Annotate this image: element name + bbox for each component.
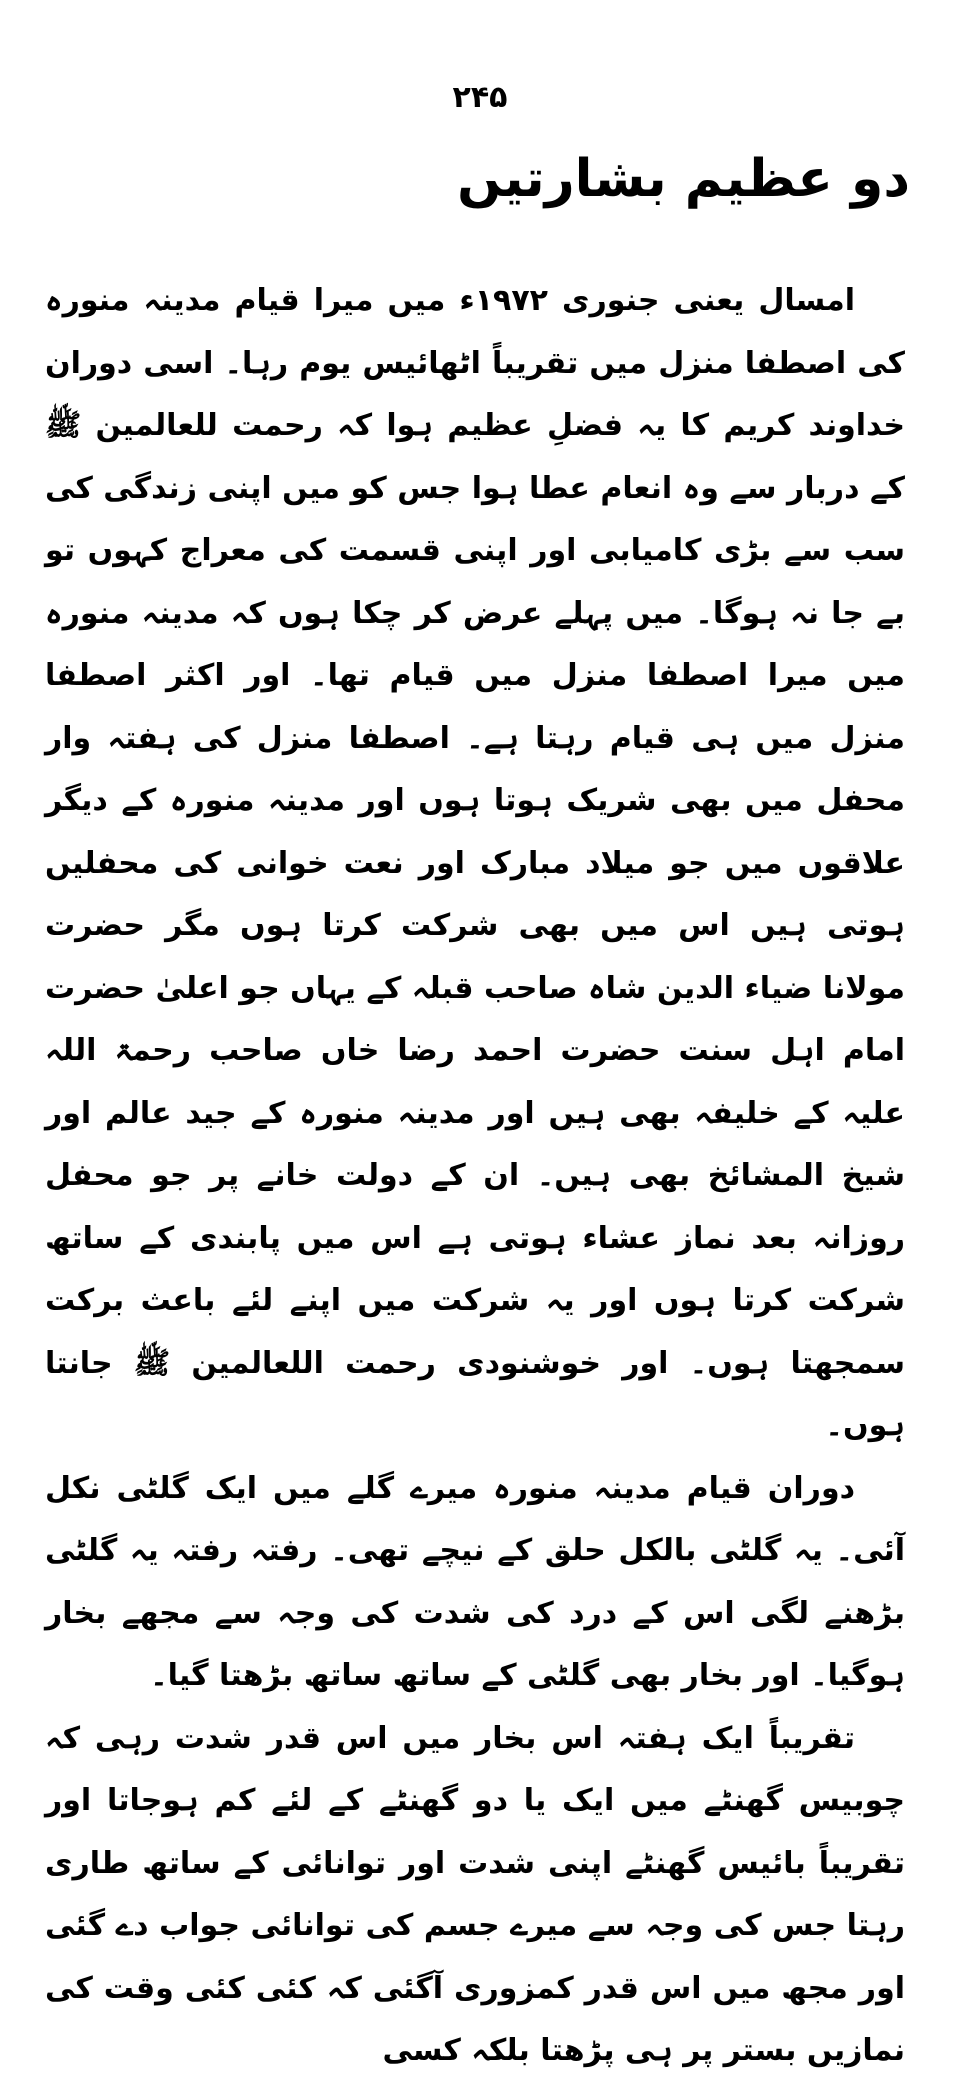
paragraph: امسال یعنی جنوری ۱۹۷۲ء میں میرا قیام مدینہ منورہ کی اصطفا منزل میں تقریباً اٹھائیس یوم رہا۔ اسی دوران خداوند کریم کا یہ فضلِ عظیم ہوا کہ رحمت للعالمین ﷺ کے دربار سے وہ انعام عطا ہوا جس کو میں اپنی زندگی کی سب سے بڑی کامیابی اور اپنی قسمت کی معراج کہوں تو بے جا نہ ہوگا۔ میں پہلے عرض کر چکا ہوں کہ مدینہ منورہ میں میرا اصطفا منزل میں قیام تھا۔ اور اکثر اصطفا منزل میں ہی قیام رہتا ہے۔ اصطفا منزل کی ہفتہ وار محفل میں بھی شریک ہوتا ہوں اور مدینہ منورہ کے دیگر علاقوں میں جو میلاد مبارک اور نعت خوانی کی محفلیں ہوتی ہیں اس میں بھی شرکت کرتا ہوں مگر حضرت مولانا ضیاء الدین شاہ صاحب قبلہ کے یہاں جو اعلیٰ حضرت امام اہل سنت حضرت احمد رضا خاں صاحب رحمۃ اللہ علیہ کے خلیفہ بھی ہیں اور مدینہ منورہ کے جید عالم اور شیخ المشائخ بھی ہیں۔ ان کے دولت خانے پر جو محفل روزانہ بعد نماز عشاء ہوتی ہے اس میں پابندی کے ساتھ شرکت کرتا ہوں اور یہ شرکت میں اپنے لئے باعث برکت سمجھتا ہوں۔ اور خوشنودی رحمت اللعالمین ﷺ جانتا ہوں۔ bbox=[45, 283, 905, 1443]
paragraph: دوران قیام مدینہ منورہ میرے گلے میں ایک گلٹی نکل آئی۔ یہ گلٹی بالکل حلق کے نیچے تھی۔ رفتہ رفتہ یہ گلٹی بڑھنے لگی اس کے درد کی شدت کی وجہ سے مجھے بخار ہوگیا۔ اور بخار بھی گلٹی کے ساتھ ساتھ بڑھتا گیا۔ bbox=[45, 1470, 905, 1693]
paragraph: تقریباً ایک ہفتہ اس بخار میں اس قدر شدت رہی کہ چوبیس گھنٹے میں ایک یا دو گھنٹے کے لئے کم ہوجاتا اور تقریباً بائیس گھنٹے اپنی شدت اور توانائی کے ساتھ طاری رہتا جس کی وجہ سے میرے جسم کی توانائی جواب دے گئی اور مجھ میں اس قدر کمزوری آگئی کہ کئی کئی وقت کی نمازیں بستر پر ہی پڑھتا بلکہ کسی bbox=[45, 1720, 905, 2068]
chapter-title: دو عظیم بشارتیں bbox=[457, 149, 910, 209]
page-number: ۲۴۵ bbox=[452, 80, 508, 115]
body-text bbox=[45, 270, 905, 2083]
